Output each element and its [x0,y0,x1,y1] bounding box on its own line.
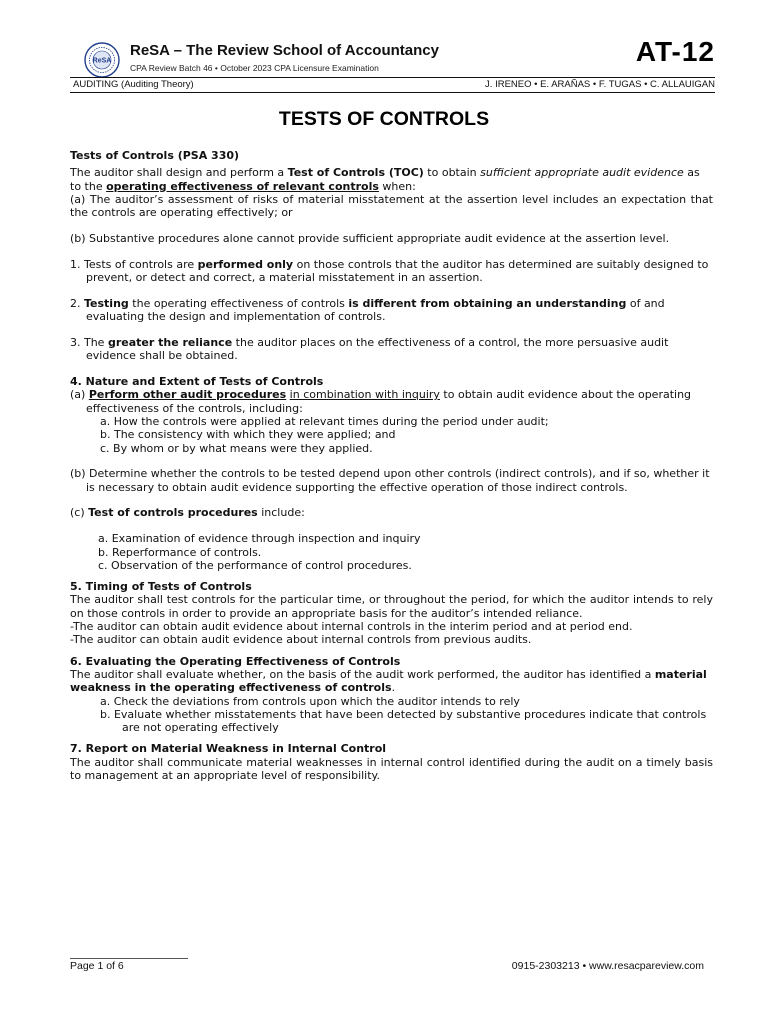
batch-line: CPA Review Batch 46 • October 2023 CPA Licensure Examination [130,63,379,73]
section-4-heading: 4. Nature and Extent of Tests of Controls [70,375,324,389]
header-rule-bottom [70,92,715,93]
contact-info: 0915-2303213 • www.resacpareview.com [511,960,704,972]
section-5-line: -The auditor can obtain audit evidence about internal controls from previous audits. [70,633,532,647]
section-4-procedure: b. Reperformance of controls. [98,545,262,559]
intro-item-a: (a) The auditor’s assessment of risks of material misstatement at the assertion level includes an expectation that the controls are operating effectively; or [70,192,713,220]
section-4-subitem: b. The consistency with which they were applied; and [100,428,396,442]
section-4-subitem: c. By whom or by what means were they applied. [100,441,373,455]
section-4-procedure: c. Observation of the performance of control procedures. [98,558,412,572]
footer-rule [70,958,188,959]
section-7-heading: 7. Report on Material Weakness in Internal Control [70,742,387,756]
svg-text:ReSA: ReSA [92,57,112,65]
intro-paragraph: The auditor shall design and perform a Test of Controls (TOC) to obtain sufficient appropriate audit evidence as to the operating effectiveness of relevant controls when: [70,166,700,193]
document-body [70,149,713,782]
authors-label: J. IRENEO • E. ARAÑAS • F. TUGAS • C. ALLAUIGAN [485,79,715,90]
point-1: 1. Tests of controls are performed only on those controls that the auditor has determined are suitably designed to prevent, or detect and correct, a material misstatement in an assertion. [70,257,709,285]
section-5-line: -The auditor can obtain audit evidence about internal controls in the interim period and at period end. [70,620,633,634]
section-7-body: The auditor shall communicate material weaknesses in internal control identified during the audit on a timely basis to management at an appropriate level of responsibility. [70,755,713,782]
school-name: ReSA – The Review School of Accountancy [130,42,439,59]
intro-heading: Tests of Controls (PSA 330) [70,149,240,162]
section-6-heading: 6. Evaluating the Operating Effectiveness of Controls [70,654,401,668]
point-2: 2. Testing the operating effectiveness of controls is different from obtaining an understanding of and evaluating the design and implementation of controls. [70,296,665,324]
section-5-body: The auditor shall test controls for the particular time, or throughout the period, for which the auditor intends to rely on those controls in order to provide an appropriate basis for the auditor’s intended reliance. [70,593,713,620]
section-4-item-a: (a) Perform other audit procedures in combination with inquiry to obtain audit evidence about the operating effectiveness of the controls, including: [70,388,692,415]
header-rule-top [70,77,715,78]
intro-item-b: (b) Substantive procedures alone cannot provide sufficient appropriate audit evidence at the assertion level. [70,231,670,245]
section-4-subitem: a. How the controls were applied at relevant times during the period under audit; [100,414,549,428]
point-3: 3. The greater the reliance the auditor places on the effectiveness of a control, the more persuasive audit evidence shall be obtained. [70,335,669,363]
section-6-item: b. Evaluate whether misstatements that have been detected by substantive procedures indicate that controls are not operating effectively [100,707,707,735]
section-5-heading: 5. Timing of Tests of Controls [70,580,252,594]
resa-seal-logo [84,42,120,78]
section-4-procedure: a. Examination of evidence through inspection and inquiry [98,532,421,546]
section-4-item-b: (b) Determine whether the controls to be tested depend upon other controls (indirect controls), and if so, whether it is necessary to obtain audit evidence supporting the effective operation of those indirect controls. [70,467,710,494]
section-4-item-c: (c) Test of controls procedures include: [70,506,305,520]
document-code: AT-12 [635,36,715,67]
page-number: Page 1 of 6 [70,960,124,972]
page-title: TESTS OF CONTROLS [278,108,490,130]
section-6-body: The auditor shall evaluate whether, on the basis of the audit work performed, the auditor has identified a material weakness in the operating effectiveness of controls. [70,667,707,695]
section-6-item: a. Check the deviations from controls upon which the auditor intends to rely [100,694,520,708]
subject-label: AUDITING (Auditing Theory) [73,79,194,90]
